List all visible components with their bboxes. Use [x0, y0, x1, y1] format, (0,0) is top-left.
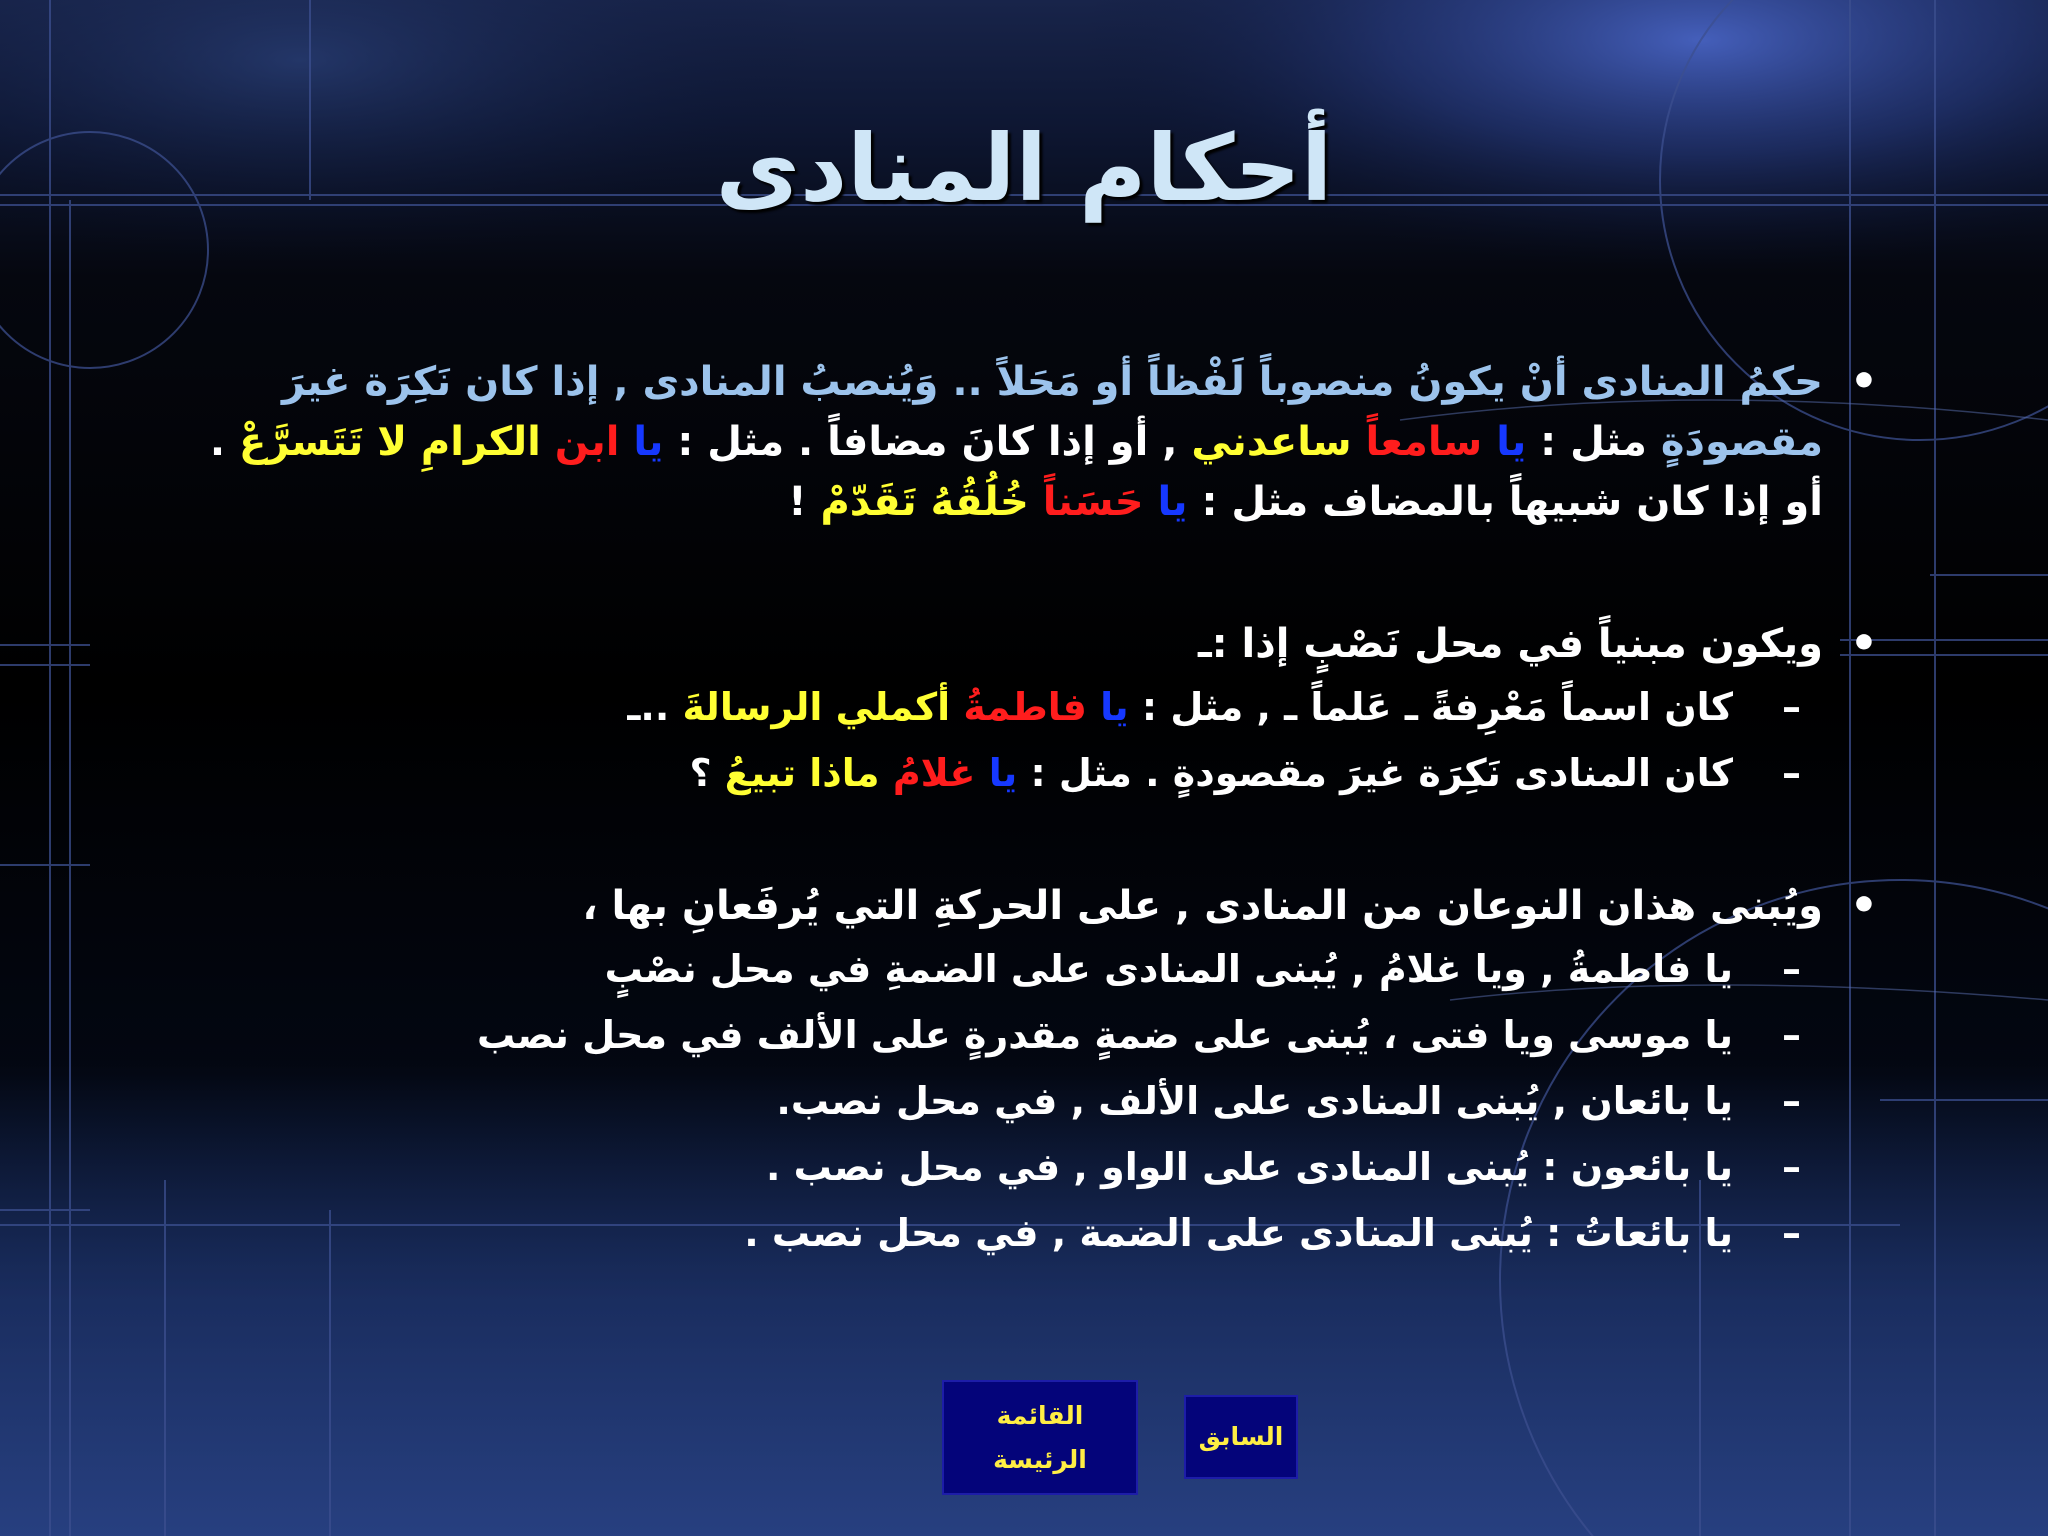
previous-button[interactable]: السابق — [1184, 1395, 1298, 1479]
sub-item: – يا فاطمةُ , ويا غلامُ , يُبنى المنادى على الضمةِ في محل نصْبٍ — [203, 936, 1733, 1002]
vocative-particle: يا — [1143, 479, 1188, 525]
vocative-noun: سامعاً — [1351, 419, 1483, 465]
bullet-1-text-part: ! — [788, 479, 821, 525]
sub-item-text-part: كان المنادى نَكِرَة غيرَ مقصودةٍ . مثل : — [1017, 751, 1733, 795]
bullet-1 — [203, 352, 1823, 532]
bullet-1-text-part: , أو إذا كانَ مضافاً . مثل : — [663, 419, 1192, 465]
sub-item — [203, 740, 1733, 806]
sub-item: – يا بائعون : يُبنى المنادى على الواو , في محل نصب . — [203, 1134, 1733, 1200]
slide-title: أحكام المنادى — [715, 115, 1333, 222]
sub-item-text-part: كان اسماً مَعْرِفةً ـ عَلماً ـ , مثل : — [1128, 685, 1733, 729]
bullet-1-text-part: مثل : — [1526, 419, 1661, 465]
sub-item — [203, 674, 1733, 740]
bullet-3-text: ويُبنى هذان النوعان من المنادى , على الحركةِ التي يُرفَعانِ بها ، — [582, 883, 1823, 929]
vocative-noun: ابن — [540, 419, 620, 465]
sub-item: – يا بائعان , يُبنى المنادى على الألف , في محل نصب. — [203, 1068, 1733, 1134]
sub-item-text-part: ..ـ — [627, 685, 683, 729]
vocative-noun: حَسَناً — [1028, 479, 1144, 525]
sub-item-text-part: ؟ — [689, 751, 725, 795]
bullet-3 — [203, 876, 1823, 936]
bullet-1-text-part: حكمُ المنادى أنْ يكونُ منصوباً لَفْظاً أو مَحَلاً .. وَيُنصبُ المنادى , إذا كان نَكِرَة غيرَ مقصودَةٍ — [281, 359, 1823, 465]
sub-item: – يا بائعاتُ : يُبنى المنادى على الضمة , في محل نصب . — [203, 1200, 1733, 1266]
bullet-2 — [203, 614, 1823, 674]
vocative-noun: غلامُ — [879, 751, 976, 795]
example-rest: الكرامِ لا تَتَسرَّعْ — [239, 419, 541, 465]
example-rest: ساعدني — [1191, 419, 1352, 465]
vocative-particle: يا — [1086, 685, 1129, 729]
example-rest: أكملي الرسالةَ — [682, 685, 951, 729]
vocative-particle: يا — [1482, 419, 1527, 465]
vocative-particle: يا — [619, 419, 664, 465]
example-rest: ماذا تبيعُ — [724, 751, 880, 795]
example-rest: خُلُقُهُ تَقَدّمْ — [820, 479, 1029, 525]
main-menu-button[interactable]: القائمة الرئيسة — [942, 1380, 1138, 1495]
vocative-noun: فاطمةُ — [950, 685, 1087, 729]
sub-item: – يا موسى ويا فتى ، يُبنى على ضمةٍ مقدرةٍ على الألف في محل نصب — [203, 1002, 1733, 1068]
vocative-particle: يا — [975, 751, 1018, 795]
spacer — [203, 806, 1823, 876]
bullet-1-text-part: . أو إذا كان شبيهاً بالمضاف مثل : — [209, 419, 1823, 525]
content-area — [203, 352, 1823, 1266]
bullet-2-text: ويكون مبنياً في محل نَصْبٍ إذا :ـ — [1197, 621, 1823, 667]
